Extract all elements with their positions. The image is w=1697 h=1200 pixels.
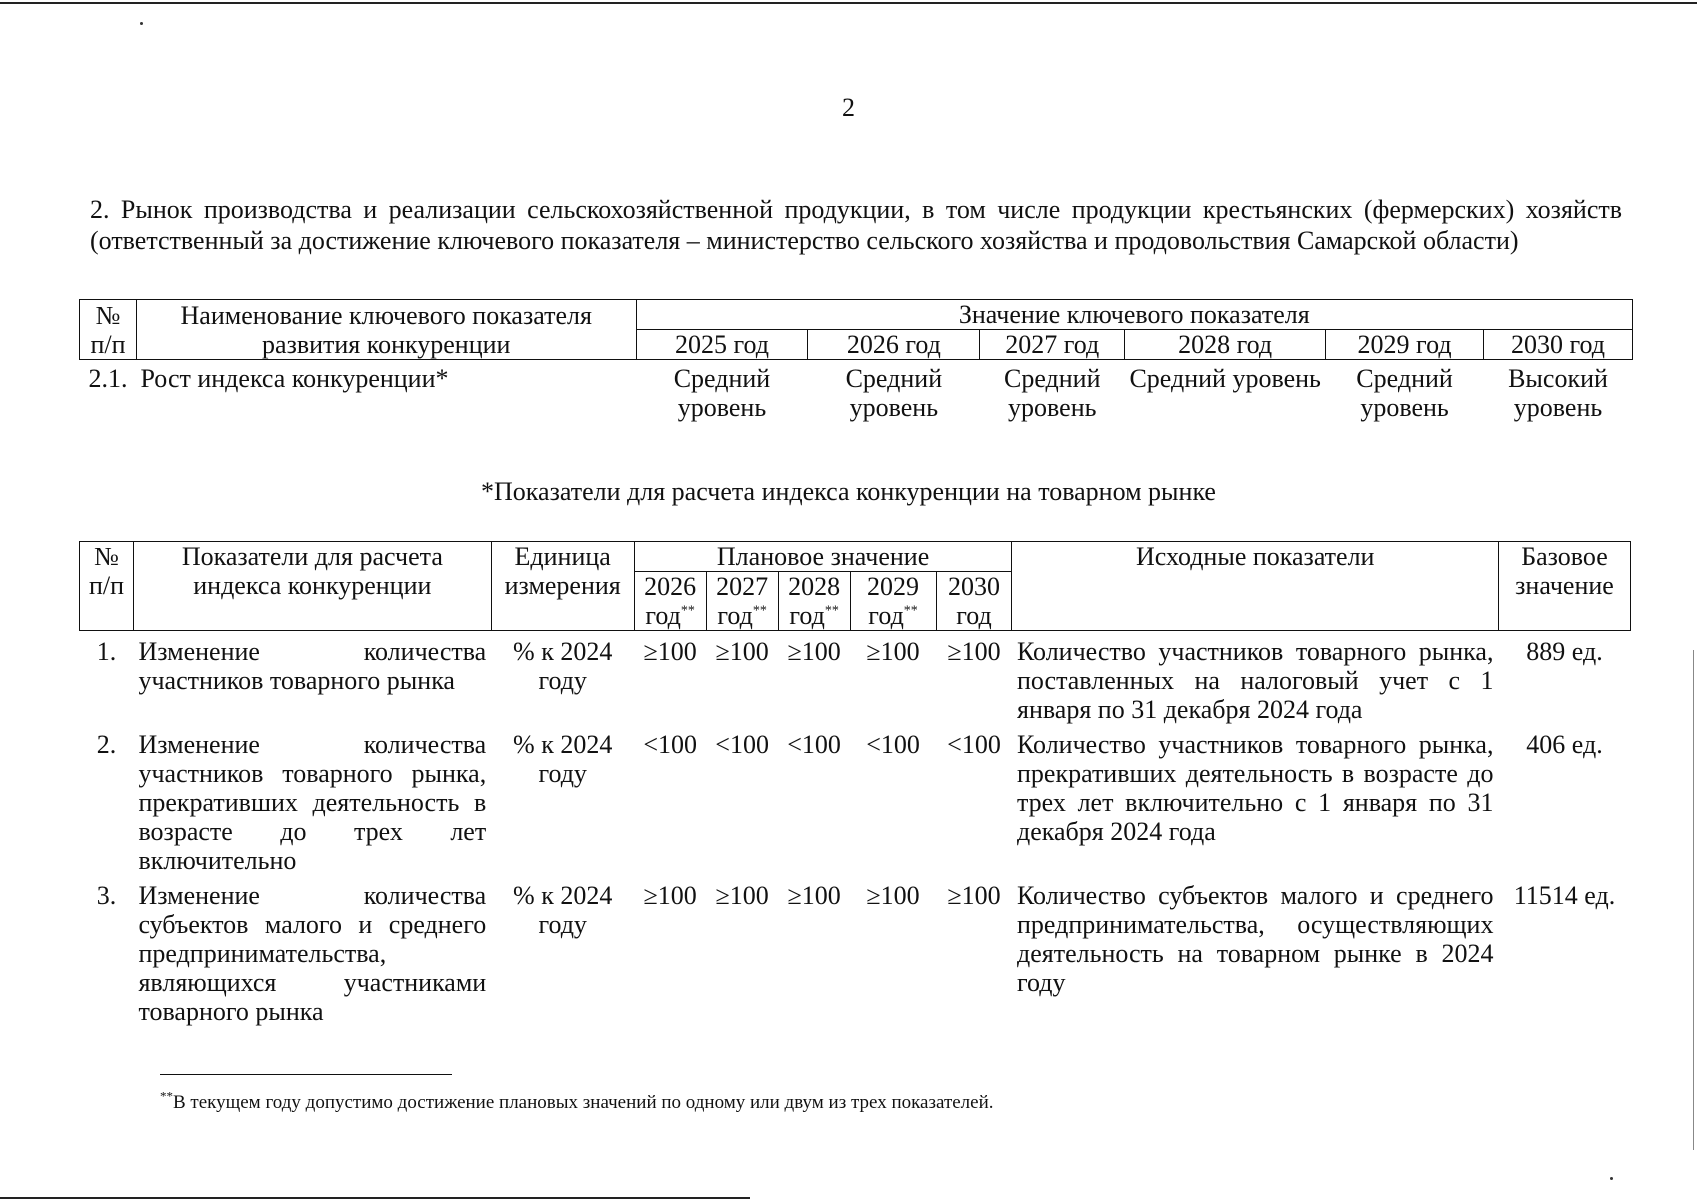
row-number: 3. <box>96 881 117 910</box>
row-source: Количество субъектов малого и среднего предпринимательства, осуществляющих деятельность на товарном рынке в 2024 году <box>1016 881 1494 997</box>
row-year-value: Средний уровень <box>1129 364 1321 393</box>
row-year-value: Средний уровень <box>1004 364 1101 422</box>
col-header-unit: Единица измерения <box>491 542 634 631</box>
col-header-plan-year: 2026 год** <box>634 572 706 631</box>
col-header-year: 2027 год <box>980 330 1125 360</box>
scan-speck <box>140 22 143 25</box>
col-header-year: 2026 год <box>808 330 980 360</box>
page-number: 2 <box>842 93 855 122</box>
row-plan-value: ≥100 <box>715 881 769 910</box>
col-header-plan-year: 2029 год** <box>850 572 936 631</box>
row-plan-value: <100 <box>947 730 1001 759</box>
col-header-plan-year: 2028 год** <box>778 572 850 631</box>
row-plan-value: <100 <box>866 730 920 759</box>
col-header-number: № п/п <box>80 542 134 631</box>
row-source: Количество участников товарного рынка, прекративших деятельность в возрасте до трех лет включительно с 1 января по 31 декабря 2024 года <box>1016 730 1494 846</box>
row-plan-value: ≥100 <box>715 637 769 666</box>
footnote-divider <box>160 1074 452 1075</box>
key-indicator-table <box>79 299 1633 422</box>
footnote-text: В текущем году допустимо достижение плановых значений по одному или двум из трех показателей. <box>173 1092 994 1113</box>
calculation-indicators-table <box>79 541 1631 1026</box>
row-indicator: Изменение количества субъектов малого и среднего предпринимательства, являющихся участниками товарного рынка <box>138 881 487 1026</box>
col-header-plan-value: Плановое значение <box>634 542 1012 572</box>
col-header-year: 2029 год <box>1326 330 1484 360</box>
scan-speck <box>1610 1177 1613 1180</box>
row-indicator-name: Рост индекса конкуренции* <box>140 364 449 393</box>
section-heading: 2. Рынок производства и реализации сельскохозяйственной продукции, в том числе продукции крестьянских (фермерских) хозяйств (ответственный за достижение ключевого показателя – министерство сельского хозяйства и продовольствия Самарской области) <box>90 195 1622 255</box>
row-plan-value: ≥100 <box>787 637 841 666</box>
col-header-plan-year: 2030 год <box>936 572 1012 631</box>
scan-border-top <box>0 2 1697 4</box>
row-year-value: Средний уровень <box>673 364 771 422</box>
col-header-indicator: Показатели для расчета индекса конкуренции <box>133 542 491 631</box>
row-number: 2. <box>96 730 117 759</box>
footnote-mark: ** <box>160 1088 173 1104</box>
row-plan-value: ≥100 <box>947 637 1001 666</box>
col-header-source-indicators: Исходные показатели <box>1012 542 1498 631</box>
row-indicator: Изменение количества участников товарного рынка <box>138 637 487 695</box>
col-header-year: 2030 год <box>1484 330 1633 360</box>
row-plan-value: ≥100 <box>787 881 841 910</box>
row-unit: % к 2024 году <box>513 637 613 695</box>
col-header-indicator-name: Наименование ключевого показателя развития конкуренции <box>136 300 636 360</box>
footnote <box>160 1088 994 1114</box>
col-header-number: № п/п <box>80 300 137 360</box>
table-row <box>80 724 1631 875</box>
row-plan-value: <100 <box>715 730 769 759</box>
row-number: 2.1. <box>88 364 128 393</box>
row-plan-value: ≥100 <box>866 881 920 910</box>
row-unit: % к 2024 году <box>513 881 613 939</box>
row-base-value: 889 ед. <box>1526 637 1603 666</box>
row-year-value: Средний уровень <box>845 364 943 422</box>
row-base-value: 406 ед. <box>1526 730 1603 759</box>
row-plan-value: <100 <box>643 730 697 759</box>
row-unit: % к 2024 году <box>513 730 613 788</box>
row-base-value: 11514 ед. <box>1513 881 1616 910</box>
col-header-plan-year: 2027 год** <box>706 572 778 631</box>
row-plan-value: ≥100 <box>866 637 920 666</box>
col-header-indicator-value: Значение ключевого показателя <box>636 300 1632 330</box>
table-row <box>80 360 1633 423</box>
row-plan-value: ≥100 <box>947 881 1001 910</box>
row-number: 1. <box>96 637 117 666</box>
row-indicator: Изменение количества участников товарного рынка, прекративших деятельность в возрасте до трех лет включительно <box>138 730 487 875</box>
row-plan-value: ≥100 <box>643 881 697 910</box>
row-year-value: Высокий уровень <box>1508 364 1608 422</box>
row-year-value: Средний уровень <box>1356 364 1453 422</box>
calculation-table-title: *Показатели для расчета индекса конкуренции на товарном рынке <box>481 477 1216 506</box>
col-header-year: 2025 год <box>636 330 808 360</box>
col-header-year: 2028 год <box>1125 330 1326 360</box>
scan-border-bottom <box>0 1197 750 1199</box>
row-plan-value: <100 <box>787 730 841 759</box>
scan-border-right <box>1693 650 1694 1150</box>
col-header-base-value: Базовое значение <box>1498 542 1630 631</box>
table-row <box>80 631 1631 725</box>
row-source: Количество участников товарного рынка, поставленных на налоговый учет с 1 января по 31 декабря 2024 года <box>1016 637 1494 724</box>
table-row <box>80 875 1631 1026</box>
row-plan-value: ≥100 <box>643 637 697 666</box>
